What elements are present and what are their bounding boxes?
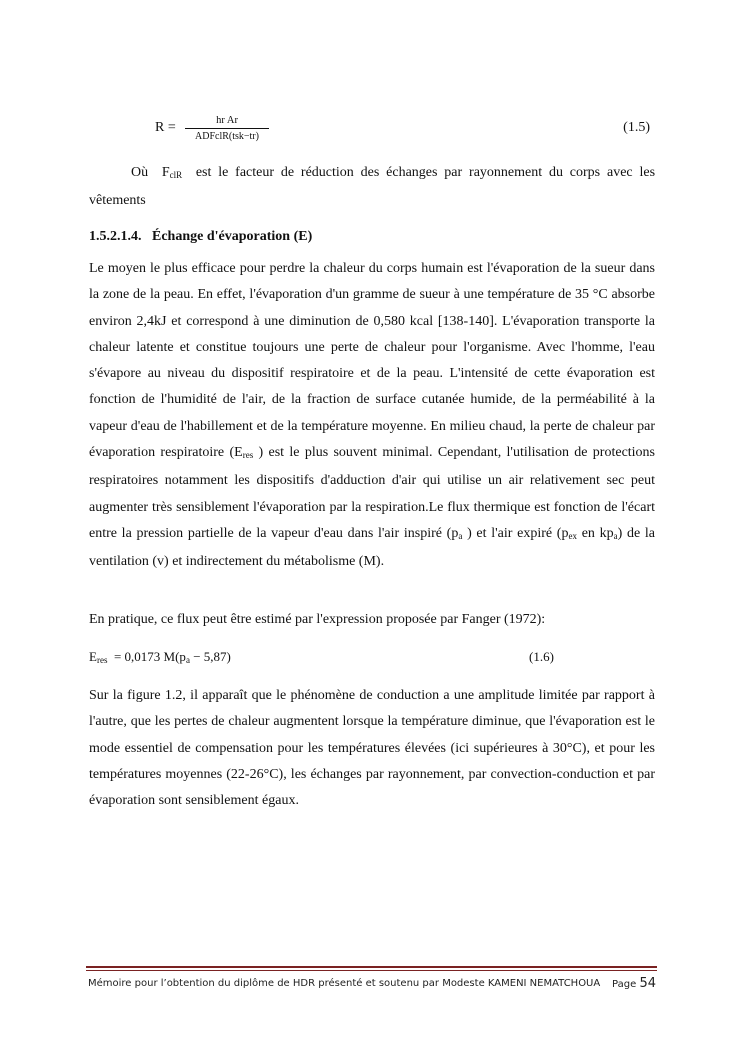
footer-rule-thick	[86, 966, 657, 968]
page-number: 54	[639, 976, 656, 991]
paragraph-ou	[89, 160, 655, 215]
section-heading	[89, 229, 312, 245]
heading-number: 1.5.2.1.4.	[89, 229, 142, 244]
equation-number: (1.5)	[623, 120, 650, 135]
fraction-bar	[185, 128, 269, 129]
paragraph-figure-1-2: Sur la figure 1.2, il apparaît que le phénomène de conduction a une amplitude limitée par rapport à l'autre, que les pertes de chaleur augmentent lorsque la température diminue, que l'évaporation est le mode essentiel de compensation pour les températures élevées (ici supérieures à 30°C), et pour les températures moyennes (22-26°C), les échanges par rayonnement, par convection-conduction et par évaporation sont sensiblement égaux.	[89, 688, 655, 809]
footer-text: Mémoire pour l’obtention du diplôme de HDR présenté et soutenu par Modeste KAMENI NEMATCHOUA	[88, 978, 601, 989]
equation-1-6	[89, 649, 559, 671]
page-footer	[88, 978, 656, 989]
heading-title: Échange d'évaporation (E)	[152, 229, 313, 244]
equation-1-5	[155, 114, 650, 148]
paragraph-fanger: En pratique, ce flux peut être estimé par l'expression proposée par Fanger (1972):	[89, 612, 546, 627]
equation-number: (1.6)	[529, 649, 554, 664]
equation-fraction	[185, 114, 269, 143]
paragraph-evaporation: Le moyen le plus efficace pour perdre la chaleur du corps humain est l'évaporation de la sueur dans la zone de la peau. En effet, l'évaporation d'un gramme de sueur à une température de 35 °C absorbe environ 2,4kJ et correspond à une diminution de 0,580 kcal [138-140]. L'évaporation transporte la chaleur latente et constitue toujours une perte de chaleur pour l'organisme. Avec l'homme, l'eau s'évapore au niveau du dispositif respiratoire et de la peau. L'intensité de cette évaporation est fonction de l'humidité de l'air, de la fraction de surface cutanée humide, de la perméabilité à la vapeur d'eau de l'habillement et de la température moyenne. En milieu chaud, la perte de chaleur par évaporation respiratoire ($E_{res}$ ) est le plus souvent minimal. Cependant, l'utilisation de protections respiratoires notamment les dispositifs d'adduction d'air qui utilise un air relativement sec peut augmenter très sensiblement l'évaporation par la respiration.Le flux thermique est fonction de l'écart entre la pression partielle de la vapeur d'eau dans l'air inspiré ($p_a$ ) et l'air expiré ($p_{ex}$ en $kp_a$) de la ventilation (v) et indirectement du métabolisme (M).	[89, 261, 656, 570]
ou-lead: Où	[131, 165, 149, 180]
footer-rule-thin	[86, 970, 657, 971]
page-indicator: Page 54	[612, 976, 656, 991]
equation-1-6-formula: $E_{res} = 0,0173$ $M(p_a - 5,87)$	[89, 649, 231, 665]
fraction-denominator: ADFclR(tsk−tr)	[195, 131, 259, 142]
ou-symbol: $F_{clR}$	[161, 165, 183, 180]
ou-text: est le facteur de réduction des échanges par rayonnement du corps avec les vêtements	[89, 165, 656, 209]
equation-lhs: R =	[155, 120, 176, 135]
fraction-numerator: hr Ar	[216, 115, 238, 126]
